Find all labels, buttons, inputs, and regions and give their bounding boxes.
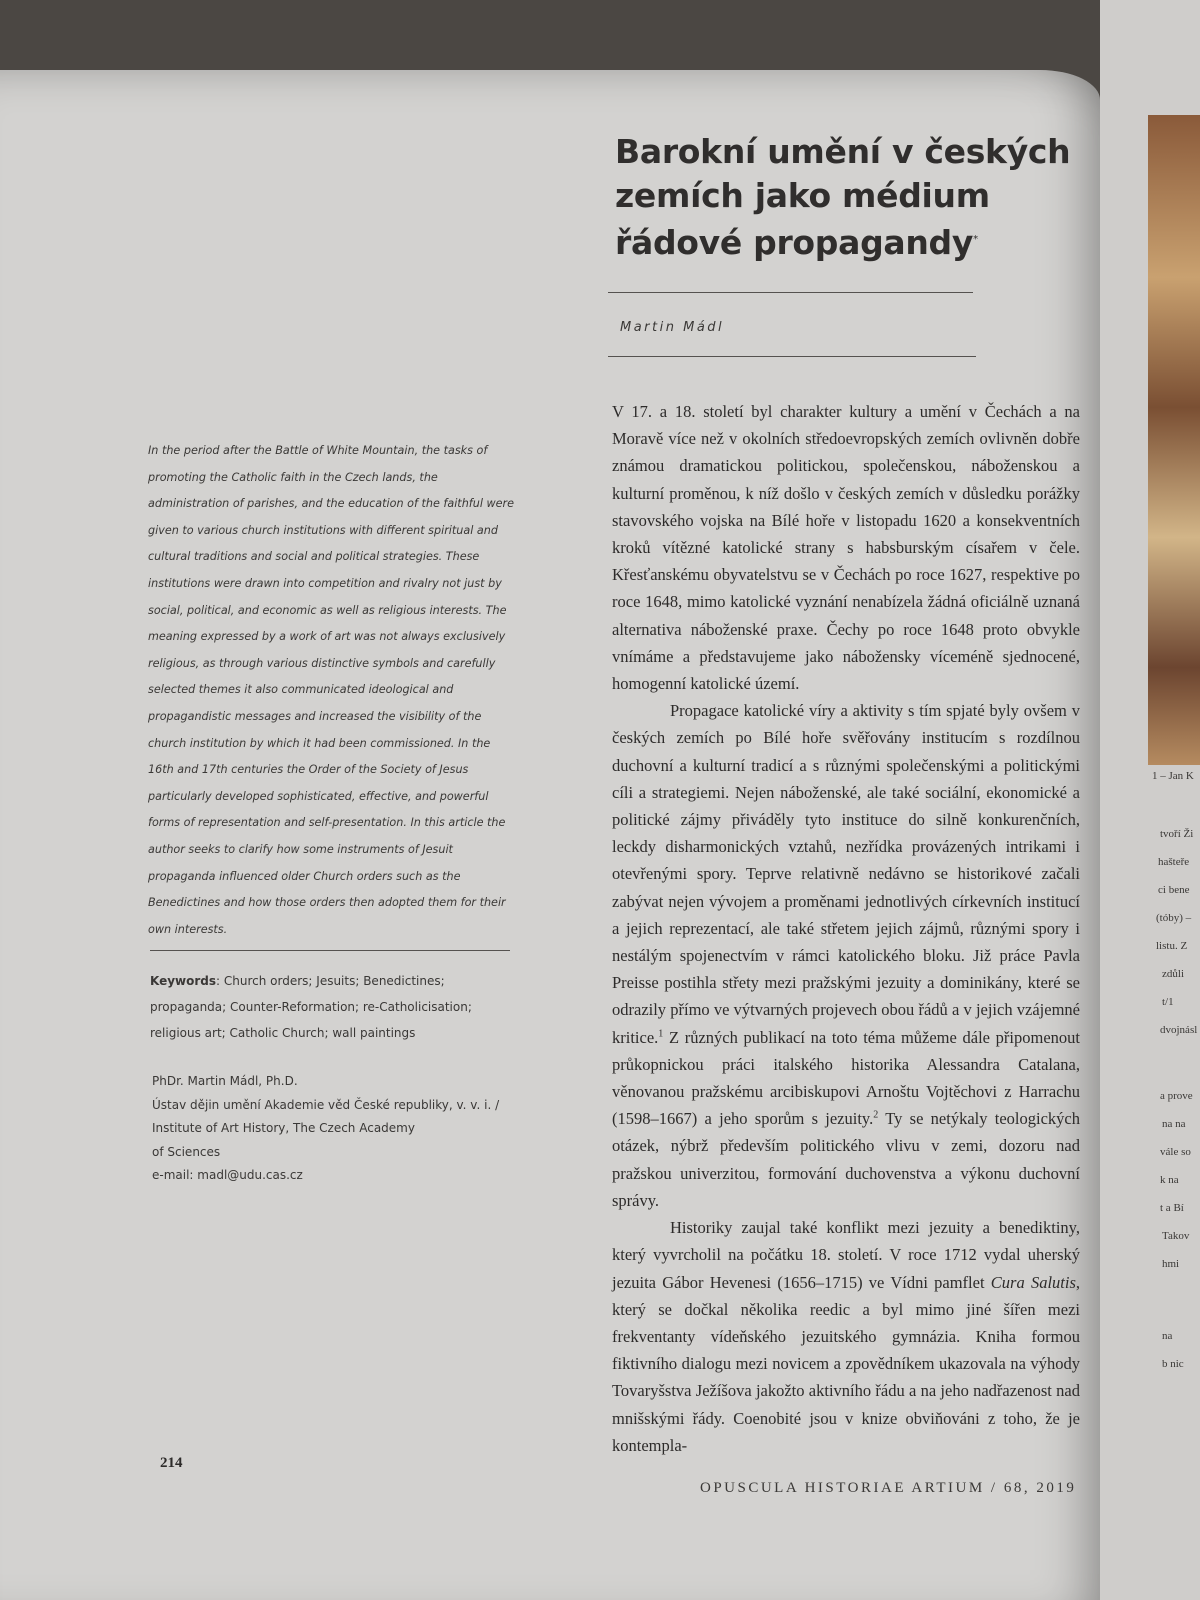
facing-page-text-fragment: na — [1162, 1330, 1173, 1342]
title-line-1: Barokní umění v českých — [615, 132, 1071, 171]
body-paragraph-2-part-c: Ty se netýkaly teologických otázek, nýbrž především politického vlivu v zemi, dozoru nad pražskou univerzitou, formování duchovenstva a výkonu duchovní správy. — [612, 1109, 1080, 1210]
author-email: e-mail: madl@udu.cas.cz — [152, 1168, 303, 1182]
facing-page — [1100, 0, 1200, 1600]
facing-page-text-fragment: t a Bí — [1160, 1202, 1184, 1214]
facing-page-text-fragment: t/1 — [1162, 996, 1174, 1008]
abstract: In the period after the Battle of White Mountain, the tasks of promoting the Catholic faith in the Czech lands, the administration of parishes, and the education of the faithful were given to various church institutions with different spiritual and cultural traditions and social and political strategies. These institutions were drawn into competition and rivalry not just by social, political, and economic as well as religious interests. The meaning expressed by a work of art was not always exclusively religious, as through various distinctive symbols and carefully selected themes it also communicated ideological and propagandistic messages and increased the visibility of the church institution by which it had been commissioned. In the 16th and 17th centuries the Order of the Society of Jesus particularly developed sophisticated, effective, and powerful forms of representation and self-presentation. In this article the author seeks to clarify how some instruments of Jesuit propaganda influenced older Church orders such as the Benedictines and how those orders then adopted them for their own interests. — [148, 444, 514, 936]
body-paragraph-2-part-a: Propagace katolické víry a aktivity s tím spjaté byly ovšem v českých zemích po Bílé hoře svěřovány institucím s rozdílnou duchovní a kulturní tradicí a s různými společenskými a politickými cíli a strategiemi. Nejen náboženské, ale také sociální, ekonomické a politické zájmy přiváděly tyto instituce do silně konkurenčních, leckdy disharmonických vztahů, nezřídka provázených intrikami i otevřenými spory. Teprve relativně nedávno se historikové začali zabývat nejen vývojem a proměnami jednotlivých církevních institucí a jejich reprezentací, ale také střetem jejich zájmů, různými spory i nestálým spojenectvím v rámci katolického bloku. Již práce Pavla Preisse postihla střety mezi pražskými jezuity a dominikány, které se odrazily přímo ve výtvarných projevech obou řádů a v jejich vzájemné kritice. — [612, 701, 1080, 1047]
body-paragraph-2 — [612, 697, 1080, 1214]
facing-page-text-fragment: dvojnásl — [1160, 1024, 1198, 1036]
book-title-cura-salutis: Cura Salutis — [990, 1272, 1076, 1292]
footnote-ref-2: 2 — [873, 1109, 879, 1121]
facing-page-text-fragment: zdůli — [1162, 968, 1184, 980]
facing-page-text-fragment: hmi — [1162, 1258, 1180, 1270]
keywords — [150, 968, 520, 1046]
institute-czech: Ústav dějin umění Akademie věd České republiky, v. v. i. / — [152, 1097, 500, 1112]
author-affiliation — [152, 1070, 522, 1188]
page-number: 214 — [160, 1455, 183, 1471]
book-page — [0, 70, 1100, 1600]
facing-page-text-fragment: na na — [1162, 1118, 1186, 1130]
keywords-text: : Church orders; Jesuits; Benedictines; propaganda; Counter-Reformation; re-Catholicisation; religious art; Catholic Church; wall paintings — [150, 974, 472, 1040]
footnote-ref-1: 1 — [658, 1028, 664, 1040]
article-body — [612, 398, 1080, 1459]
author-divider — [608, 356, 976, 357]
facing-page-illustration — [1148, 115, 1200, 765]
title-line-3 — [615, 218, 1075, 265]
facing-page-caption-fragment: 1 – Jan K — [1152, 770, 1194, 782]
article-title — [615, 130, 1075, 265]
abstract-divider — [150, 950, 510, 951]
facing-page-text-fragment: tvoří Ži — [1160, 828, 1194, 840]
title-line-2: zemích jako médium — [615, 176, 990, 215]
institute-english-line-1: Institute of Art History, The Czech Academy — [152, 1121, 415, 1135]
body-paragraph-3 — [612, 1214, 1080, 1459]
facing-page-text-fragment: hašteře — [1158, 856, 1190, 868]
facing-page-text-fragment: ci bene — [1158, 884, 1190, 896]
institute-english-line-2: of Sciences — [152, 1144, 221, 1159]
author-name: Martin Mádl — [620, 320, 725, 335]
keywords-label: Keywords — [150, 974, 217, 988]
body-paragraph-1: V 17. a 18. století byl charakter kultury a umění v Čechách a na Moravě více než v okolních středoevropských zemích ovlivněn dobře známou dramatickou politickou, společenskou, náboženskou a kulturní proměnou, k níž došlo v českých zemích v důsledku porážky stavovského vojska na Bílé hoře v listopadu 1620 a konsekventních kroků vítězné katolické strany s habsburským císařem v čele. Křesťanskému obyvatelstvu se v Čechách po roce 1627, respektive po roce 1648, mimo katolické vyznání nenabízela žádná oficiálně uznaná alternativa náboženské praxe. Čechy po roce 1648 proto obvykle vnímáme a představujeme jako nábožensky víceméně sjednocené, homogenní katolické území. — [612, 402, 1080, 694]
facing-page-text-fragment: k na — [1160, 1174, 1179, 1186]
title-line-3-text: řádové propagandy — [615, 223, 974, 262]
facing-page-text-fragment: listu. Z — [1156, 940, 1188, 952]
title-footnote-mark: * — [973, 234, 978, 245]
running-footer: OPUSCULA HISTORIAE ARTIUM / 68, 2019 — [700, 1480, 1077, 1496]
facing-page-text-fragment: Takov — [1162, 1230, 1190, 1242]
body-paragraph-3-part-b: , který se dočkal několika reedic a byl mimo jiné šířen mezi frekventanty vídeňského jezuitského gymnázia. Kniha formou fiktivního dialogu mezi novicem a zpovědníkem ukazovala na výhody Tovaryšstva Ježíšova jakožto aktivního řádu a na jeho nadřazenost nad mnišskými řády. Coenobité jsou v knize obviňováni z toho, že je kontempla- — [612, 1272, 1080, 1455]
facing-page-text-fragment: vále so — [1160, 1146, 1191, 1158]
facing-page-text-fragment: (tóby) – — [1156, 912, 1192, 924]
title-divider — [608, 292, 973, 293]
facing-page-text-fragment: a prove — [1160, 1090, 1193, 1102]
body-paragraph-2-part-b: Z různých publikací na toto téma můžeme dále připomenout průkopnickou práci italského historika Alessandra Catalana, věnovanou pražskému arcibiskupovi Arnoštu Vojtěchovi z Harrachu (1598–1667) a jeho sporům s jezuity. — [612, 1027, 1080, 1129]
author-full-name: PhDr. Martin Mádl, Ph.D. — [152, 1074, 298, 1088]
body-paragraph-3-part-a: Historiky zaujal také konflikt mezi jezuity a benediktiny, který vyvrcholil na počátku 18. století. V roce 1712 vydal uherský jezuita Gábor Hevenesi (1656–1715) ve Vídni pamflet — [612, 1218, 1080, 1292]
facing-page-text-fragment: b nic — [1162, 1358, 1184, 1370]
